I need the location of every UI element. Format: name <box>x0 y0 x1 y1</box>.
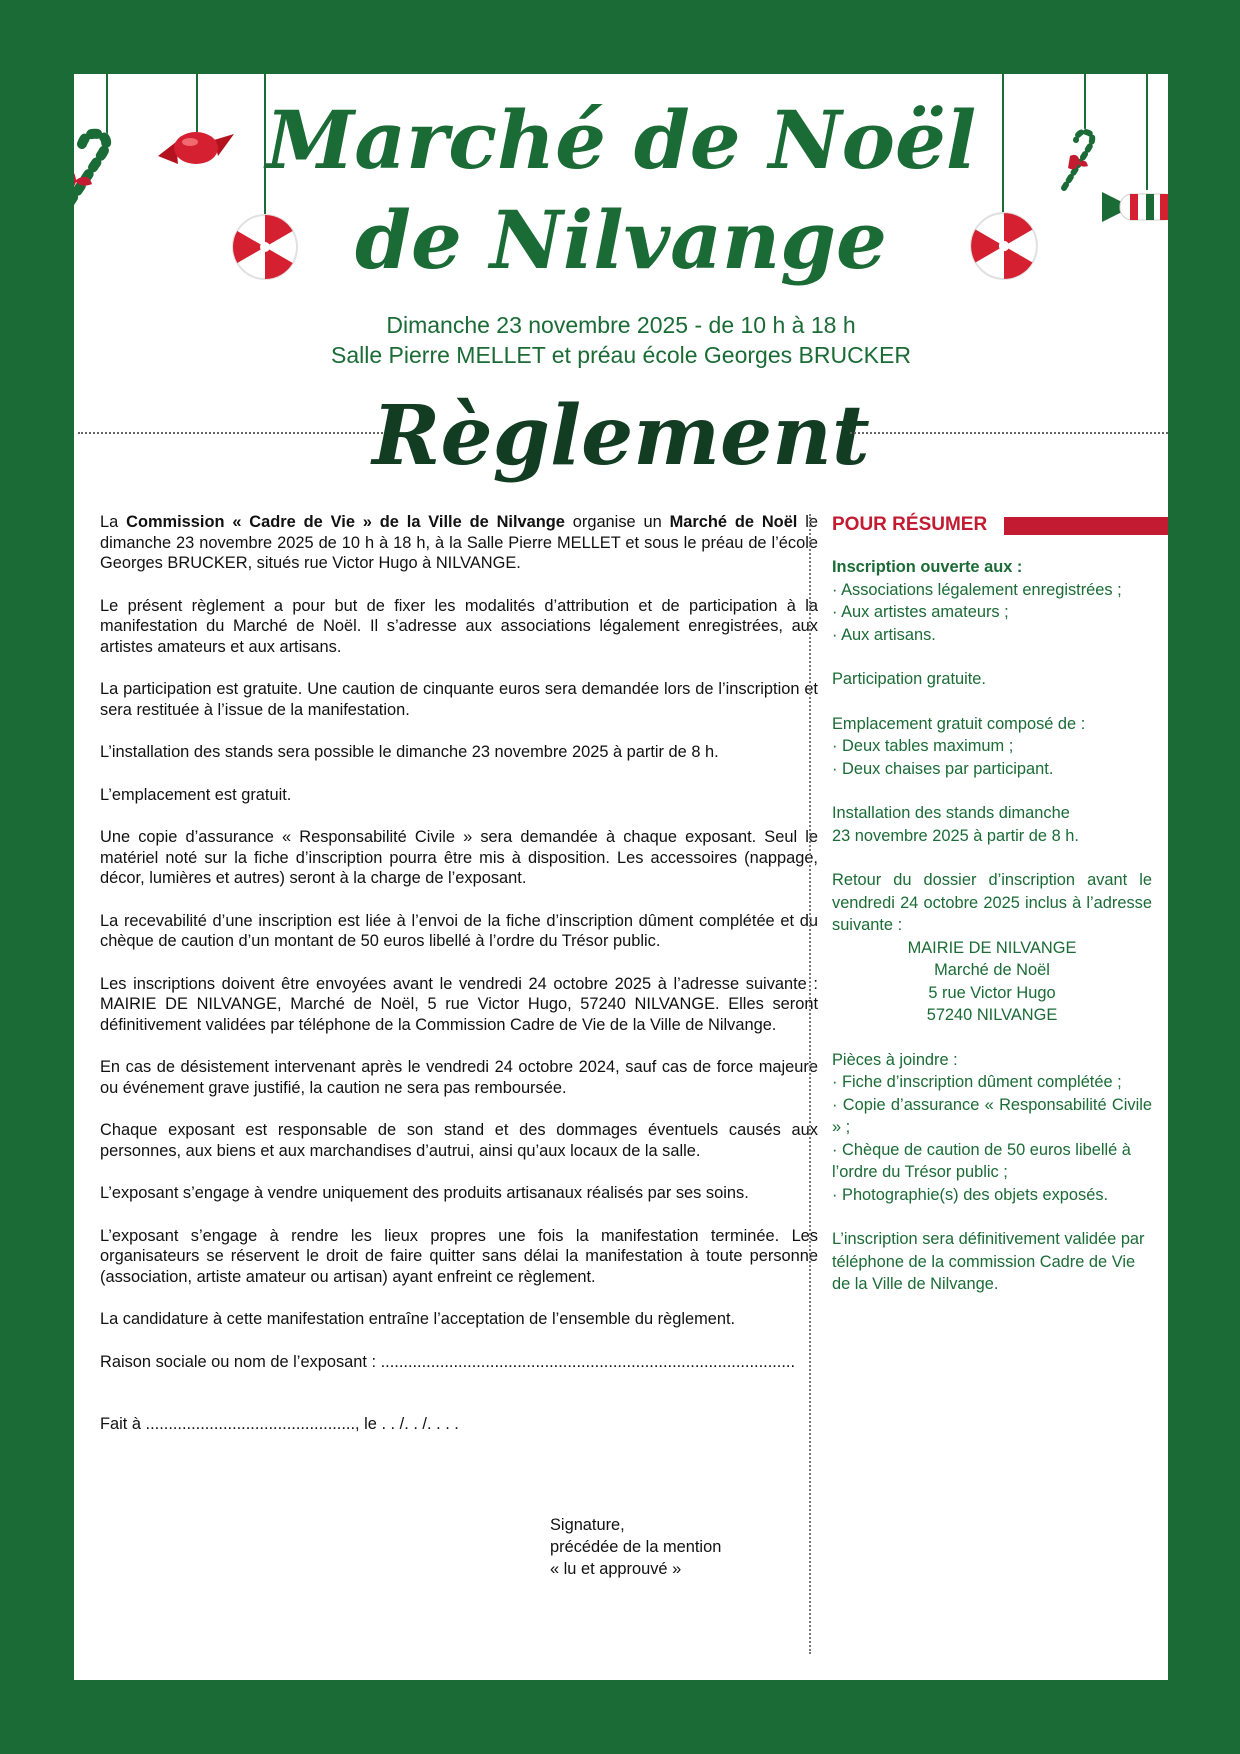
summary-heading: POUR RÉSUMER <box>832 514 988 535</box>
rules-paragraph: La candidature à cette manifestation entraîne l’acceptation de l’ensemble du règlement. <box>100 1310 736 1328</box>
exhibitor-name-field[interactable]: Raison sociale ou nom de l’exposant : ........................................................................................... <box>100 1352 796 1371</box>
event-name: Marché de Noël <box>669 513 798 531</box>
summary-location <box>832 713 1152 781</box>
summary-item: · Fiche d’inscription dûment complétée ; <box>832 1073 1122 1091</box>
main-title-line1: Marché de Noël <box>265 93 977 187</box>
signature-label: précédée de la mention <box>550 1538 722 1556</box>
summary-item: · Photographie(s) des objets exposés. <box>832 1185 1109 1204</box>
text-run: organise un <box>564 513 670 531</box>
summary-registration <box>832 556 1152 646</box>
summary-installation <box>832 802 1152 847</box>
rules-paragraph: En cas de désistement intervenant après le vendredi 24 octobre 2024, sauf cas de force majeure ou événement grave justifié, la caution ne sera pas remboursée. <box>100 1058 818 1097</box>
column-divider <box>809 514 811 1654</box>
signature-label: Signature, <box>550 1516 625 1534</box>
event-date: Dimanche 23 novembre 2025 - de 10 h à 18 h <box>386 312 856 338</box>
signature-label: « lu et approuvé » <box>550 1560 682 1578</box>
rules-paragraph: L’installation des stands sera possible le dimanche 23 novembre 2025 à partir de 8 h. <box>100 743 719 761</box>
address-line: 5 rue Victor Hugo <box>928 983 1056 1002</box>
summary-documents <box>832 1049 1152 1207</box>
rules-paragraph: Chaque exposant est responsable de son stand et des dommages éventuels causés aux personnes, aux biens et aux marchandises d’autrui, ainsi qu’aux locaux de la salle. <box>100 1121 818 1160</box>
rules-paragraph: La participation est gratuite. Une caution de cinquante euros sera demandée lors de l’inscription et sera restituée à l’issue de la manifestation. <box>100 680 818 719</box>
rules-paragraph: Une copie d’assurance « Responsabilité Civile » sera demandée à chaque exposant. Seul le matériel noté sur la fiche d’inscription pourra être mis à disposition. Les accessoires (nappage, décor, lumières et autres) seront à la charge de l’exposant. <box>100 828 818 887</box>
summary-item: · Chèque de caution de 50 euros libellé à l’ordre du Trésor public ; <box>832 1140 1131 1181</box>
place-date-field[interactable]: Fait à .............................................., le . . /. . /. . . . <box>100 1415 459 1433</box>
event-location: Salle Pierre MELLET et préau école Georges BRUCKER <box>331 342 911 368</box>
rules-paragraph: L’exposant s’engage à vendre uniquement des produits artisanaux réalisés par ses soins. <box>100 1184 749 1202</box>
summary-item: · Aux artistes amateurs ; <box>832 603 1009 621</box>
summary-subheading: Inscription ouverte aux : <box>832 558 1023 576</box>
summary-panel <box>832 556 1152 1318</box>
summary-subheading: Emplacement gratuit composé de : <box>832 714 1086 733</box>
summary-item: · Deux chaises par participant. <box>832 759 1054 778</box>
rules-paragraph: Le présent règlement a pour but de fixer les modalités d’attribution et de participation à la manifestation du Marché de Noël. Il s’adresse aux associations légalement enregistrées, aux artistes amateurs et aux artisans. <box>100 596 818 656</box>
rules-text <box>100 512 818 1457</box>
summary-participation: Participation gratuite. <box>832 670 986 688</box>
summary-item: 23 novembre 2025 à partir de 8 h. <box>832 826 1079 845</box>
dotted-rule-right <box>850 432 1168 434</box>
summary-heading-bar <box>1004 517 1168 535</box>
summary-item: Retour du dossier d’inscription avant le vendredi 24 octobre 2025 inclus à l’adresse suivante : <box>832 871 1152 934</box>
address-line: Marché de Noël <box>934 961 1050 979</box>
reglement-heading: Règlement <box>372 388 870 484</box>
text-run: La <box>100 513 127 531</box>
summary-validation: L’inscription sera définitivement validée par téléphone de la commission Cadre de Vie de la Ville de Nilvange. <box>832 1230 1145 1293</box>
summary-subheading: Pièces à joindre : <box>832 1050 958 1069</box>
signature-block <box>550 1514 721 1580</box>
text-run: le dimanche 23 novembre 2025 de 10 h à 18 h, à la Salle Pierre MELLET et sous le préau de l’école Georges BRUCKER, situés rue Victor Hugo à NILVANGE. <box>100 513 818 572</box>
summary-item: · Deux tables maximum ; <box>832 737 1014 755</box>
rules-paragraph <box>100 512 818 574</box>
rules-paragraph: La recevabilité d’une inscription est liée à l’envoi de la fiche d’inscription dûment complétée et du chèque de caution d’un montant de 50 euros libellé à l’ordre du Trésor public. <box>100 911 818 950</box>
summary-item: · Copie d’assurance « Responsabilité Civile » ; <box>832 1095 1152 1136</box>
summary-item: · Associations légalement enregistrées ; <box>832 580 1122 599</box>
summary-return <box>832 869 1152 1027</box>
rules-paragraph: L’emplacement est gratuit. <box>100 785 292 804</box>
rules-paragraph: L’exposant s’engage à rendre les lieux propres une fois la manifestation terminée. Les organisateurs se réservent le droit de faire quitter sans délai la manifestation à toute personne (association, artiste amateur ou artisan) ayant enfreint ce règlement. <box>100 1226 818 1286</box>
summary-item: · Aux artisans. <box>832 625 936 644</box>
poster-sheet <box>74 74 1168 1680</box>
rules-paragraph: Les inscriptions doivent être envoyées avant le vendredi 24 octobre 2025 à l’adresse suivante : MAIRIE DE NILVANGE, Marché de Noël, 5 rue Victor Hugo, 57240 NILVANGE. Elles seront définitivement validées par téléphone de la Commission Cadre de Vie de la Ville de Nilvange. <box>100 974 818 1034</box>
address-line: MAIRIE DE NILVANGE <box>907 938 1077 957</box>
address-line: 57240 NILVANGE <box>926 1006 1058 1024</box>
main-title-line2: de Nilvange <box>355 193 887 287</box>
summary-item: Installation des stands dimanche <box>832 804 1070 822</box>
organizer-name: Commission « Cadre de Vie » de la Ville de Nilvange <box>126 513 565 531</box>
